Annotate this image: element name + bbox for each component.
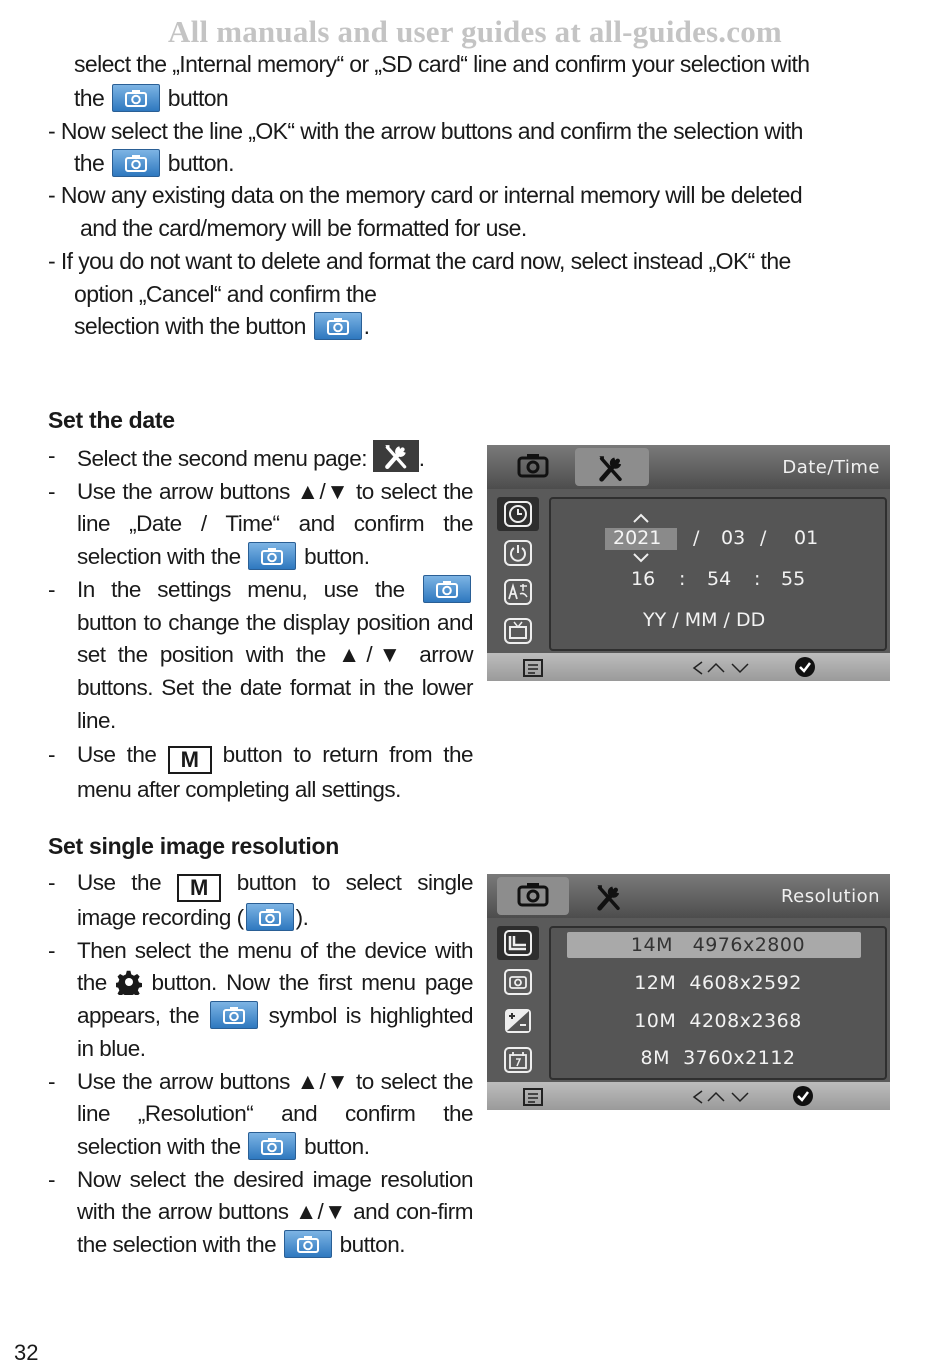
- screen-footer: [487, 1082, 890, 1110]
- intro-line-1: select the „Internal memory“ or „SD card“ line and confirm your selection with: [74, 51, 810, 77]
- page-number: 32: [14, 1340, 39, 1365]
- intro-line-9: [74, 310, 369, 343]
- power-icon: [497, 536, 539, 570]
- day-value: 01: [794, 527, 819, 549]
- resolution-instructions: [48, 867, 473, 1262]
- camera-button-icon: [246, 903, 294, 931]
- watermark: All manuals and user guides at all-guides.com: [168, 14, 782, 49]
- list-item: - Use the arrow buttons ▲/▼ to select the line „Resolution“ and confirm the selection with the button.: [48, 1068, 473, 1159]
- navigation-arrows-icon: [692, 1090, 756, 1104]
- navigation-arrows-icon: [692, 661, 756, 675]
- intro-line-4: [74, 147, 234, 180]
- resolution-option-8m: 8M 3760x2112: [640, 1047, 796, 1069]
- minute-value: 54: [707, 568, 732, 590]
- camera-button-icon: [112, 84, 160, 112]
- menu-icon: [523, 1088, 545, 1106]
- language-icon: [497, 575, 539, 609]
- screen-header: [487, 874, 890, 918]
- screen-side-menu: [497, 926, 545, 1082]
- camera-button-icon: [248, 542, 296, 570]
- intro-line-7: - If you do not want to delete and format the card now, select instead „OK“ the: [48, 248, 791, 274]
- camera-button-icon: [423, 575, 471, 603]
- year-value: 2021: [613, 527, 662, 549]
- list-item: - In the settings menu, use the button to change the display position and set the position with the ▲/▼ arrow buttons. Set the date format in the lower line.: [48, 576, 473, 733]
- resolution-section-heading: Set single image resolution: [48, 833, 339, 859]
- time-colon: :: [679, 568, 686, 590]
- confirm-check-icon: [793, 656, 817, 678]
- screen-side-menu: [497, 497, 545, 653]
- intro-text-period: .: [363, 313, 370, 339]
- menu-icon: [523, 659, 545, 677]
- resolution-option-10m: 10M 4208x2368: [634, 1010, 802, 1032]
- intro-line-6: and the card/memory will be formatted for use.: [80, 215, 527, 241]
- resolution-option-14m: 14M 4976x2800: [630, 934, 806, 956]
- month-value: 03: [721, 527, 746, 549]
- m-button-icon: M: [177, 874, 221, 902]
- resolution-screen: [487, 874, 890, 1110]
- date-time-panel: [549, 497, 887, 651]
- intro-text-selection: selection with the button: [74, 313, 306, 339]
- list-item: - Use the M button to return from the menu after completing all settings.: [48, 742, 473, 803]
- list-item: - Then select the menu of the device with the button. Now the first menu page appears, the symbol is highlighted in blue.: [48, 937, 473, 1061]
- list-item: - Use the M button to select single image recording ( ).: [48, 870, 473, 930]
- tools-button-icon: [373, 440, 419, 472]
- date-section-heading: Set the date: [48, 407, 175, 433]
- camera-button-icon: [210, 1001, 258, 1029]
- screen-title: Date/Time: [782, 457, 880, 478]
- date-separator: /: [693, 527, 700, 549]
- camera-mode-icon: [497, 965, 539, 999]
- down-arrow-icon: [633, 553, 649, 563]
- m-button-icon: M: [168, 746, 212, 774]
- screen-title: Resolution: [780, 886, 880, 907]
- camera-button-icon: [314, 312, 362, 340]
- intro-line-2: [74, 82, 228, 115]
- timer-icon: [497, 1043, 539, 1077]
- intro-line-8: option „Cancel“ and confirm the: [74, 281, 377, 307]
- list-item: - Use the arrow buttons ▲/▼ to select the line „Date / Time“ and confirm the selection with the button.: [48, 478, 473, 570]
- list-item: - Now select the desired image resolution with the arrow buttons ▲/▼ and con-firm the selection with the button.: [48, 1166, 473, 1258]
- resolution-option-12m: 12M 4608x2592: [634, 972, 802, 994]
- camera-button-icon: [248, 1132, 296, 1160]
- intro-line-5: - Now any existing data on the memory card or internal memory will be deleted: [48, 182, 803, 208]
- date-format: YY / MM / DD: [643, 609, 766, 631]
- intro-text-the: the: [74, 85, 105, 111]
- intro-text-the: the: [74, 150, 105, 176]
- exposure-icon: [497, 1004, 539, 1038]
- time-colon: :: [754, 568, 761, 590]
- camera-tab-icon: [497, 877, 569, 915]
- date-instructions: [48, 440, 473, 807]
- camera-button-icon: [284, 1230, 332, 1258]
- intro-text-button: button.: [167, 150, 234, 176]
- clock-icon: [497, 497, 539, 531]
- date-time-screen: [487, 445, 890, 681]
- resolution-panel: [549, 926, 887, 1080]
- up-arrow-icon: [633, 513, 649, 523]
- resolution-icon: [497, 926, 539, 960]
- tv-icon: [497, 614, 539, 648]
- gear-icon: [116, 969, 142, 995]
- tools-tab-icon: [581, 877, 641, 915]
- intro-text-button: button: [167, 85, 229, 111]
- camera-tab-icon: [497, 448, 567, 486]
- hour-value: 16: [631, 568, 656, 590]
- intro-line-3: - Now select the line „OK“ with the arrow buttons and confirm the selection with: [48, 118, 803, 144]
- screen-header: [487, 445, 890, 489]
- date-separator: /: [760, 527, 767, 549]
- list-item: - Select the second menu page: .: [48, 440, 473, 476]
- camera-button-icon: [112, 149, 160, 177]
- tools-tab-icon: [575, 448, 649, 486]
- second-value: 55: [781, 568, 806, 590]
- screen-footer: [487, 653, 890, 681]
- confirm-check-icon: [791, 1085, 815, 1107]
